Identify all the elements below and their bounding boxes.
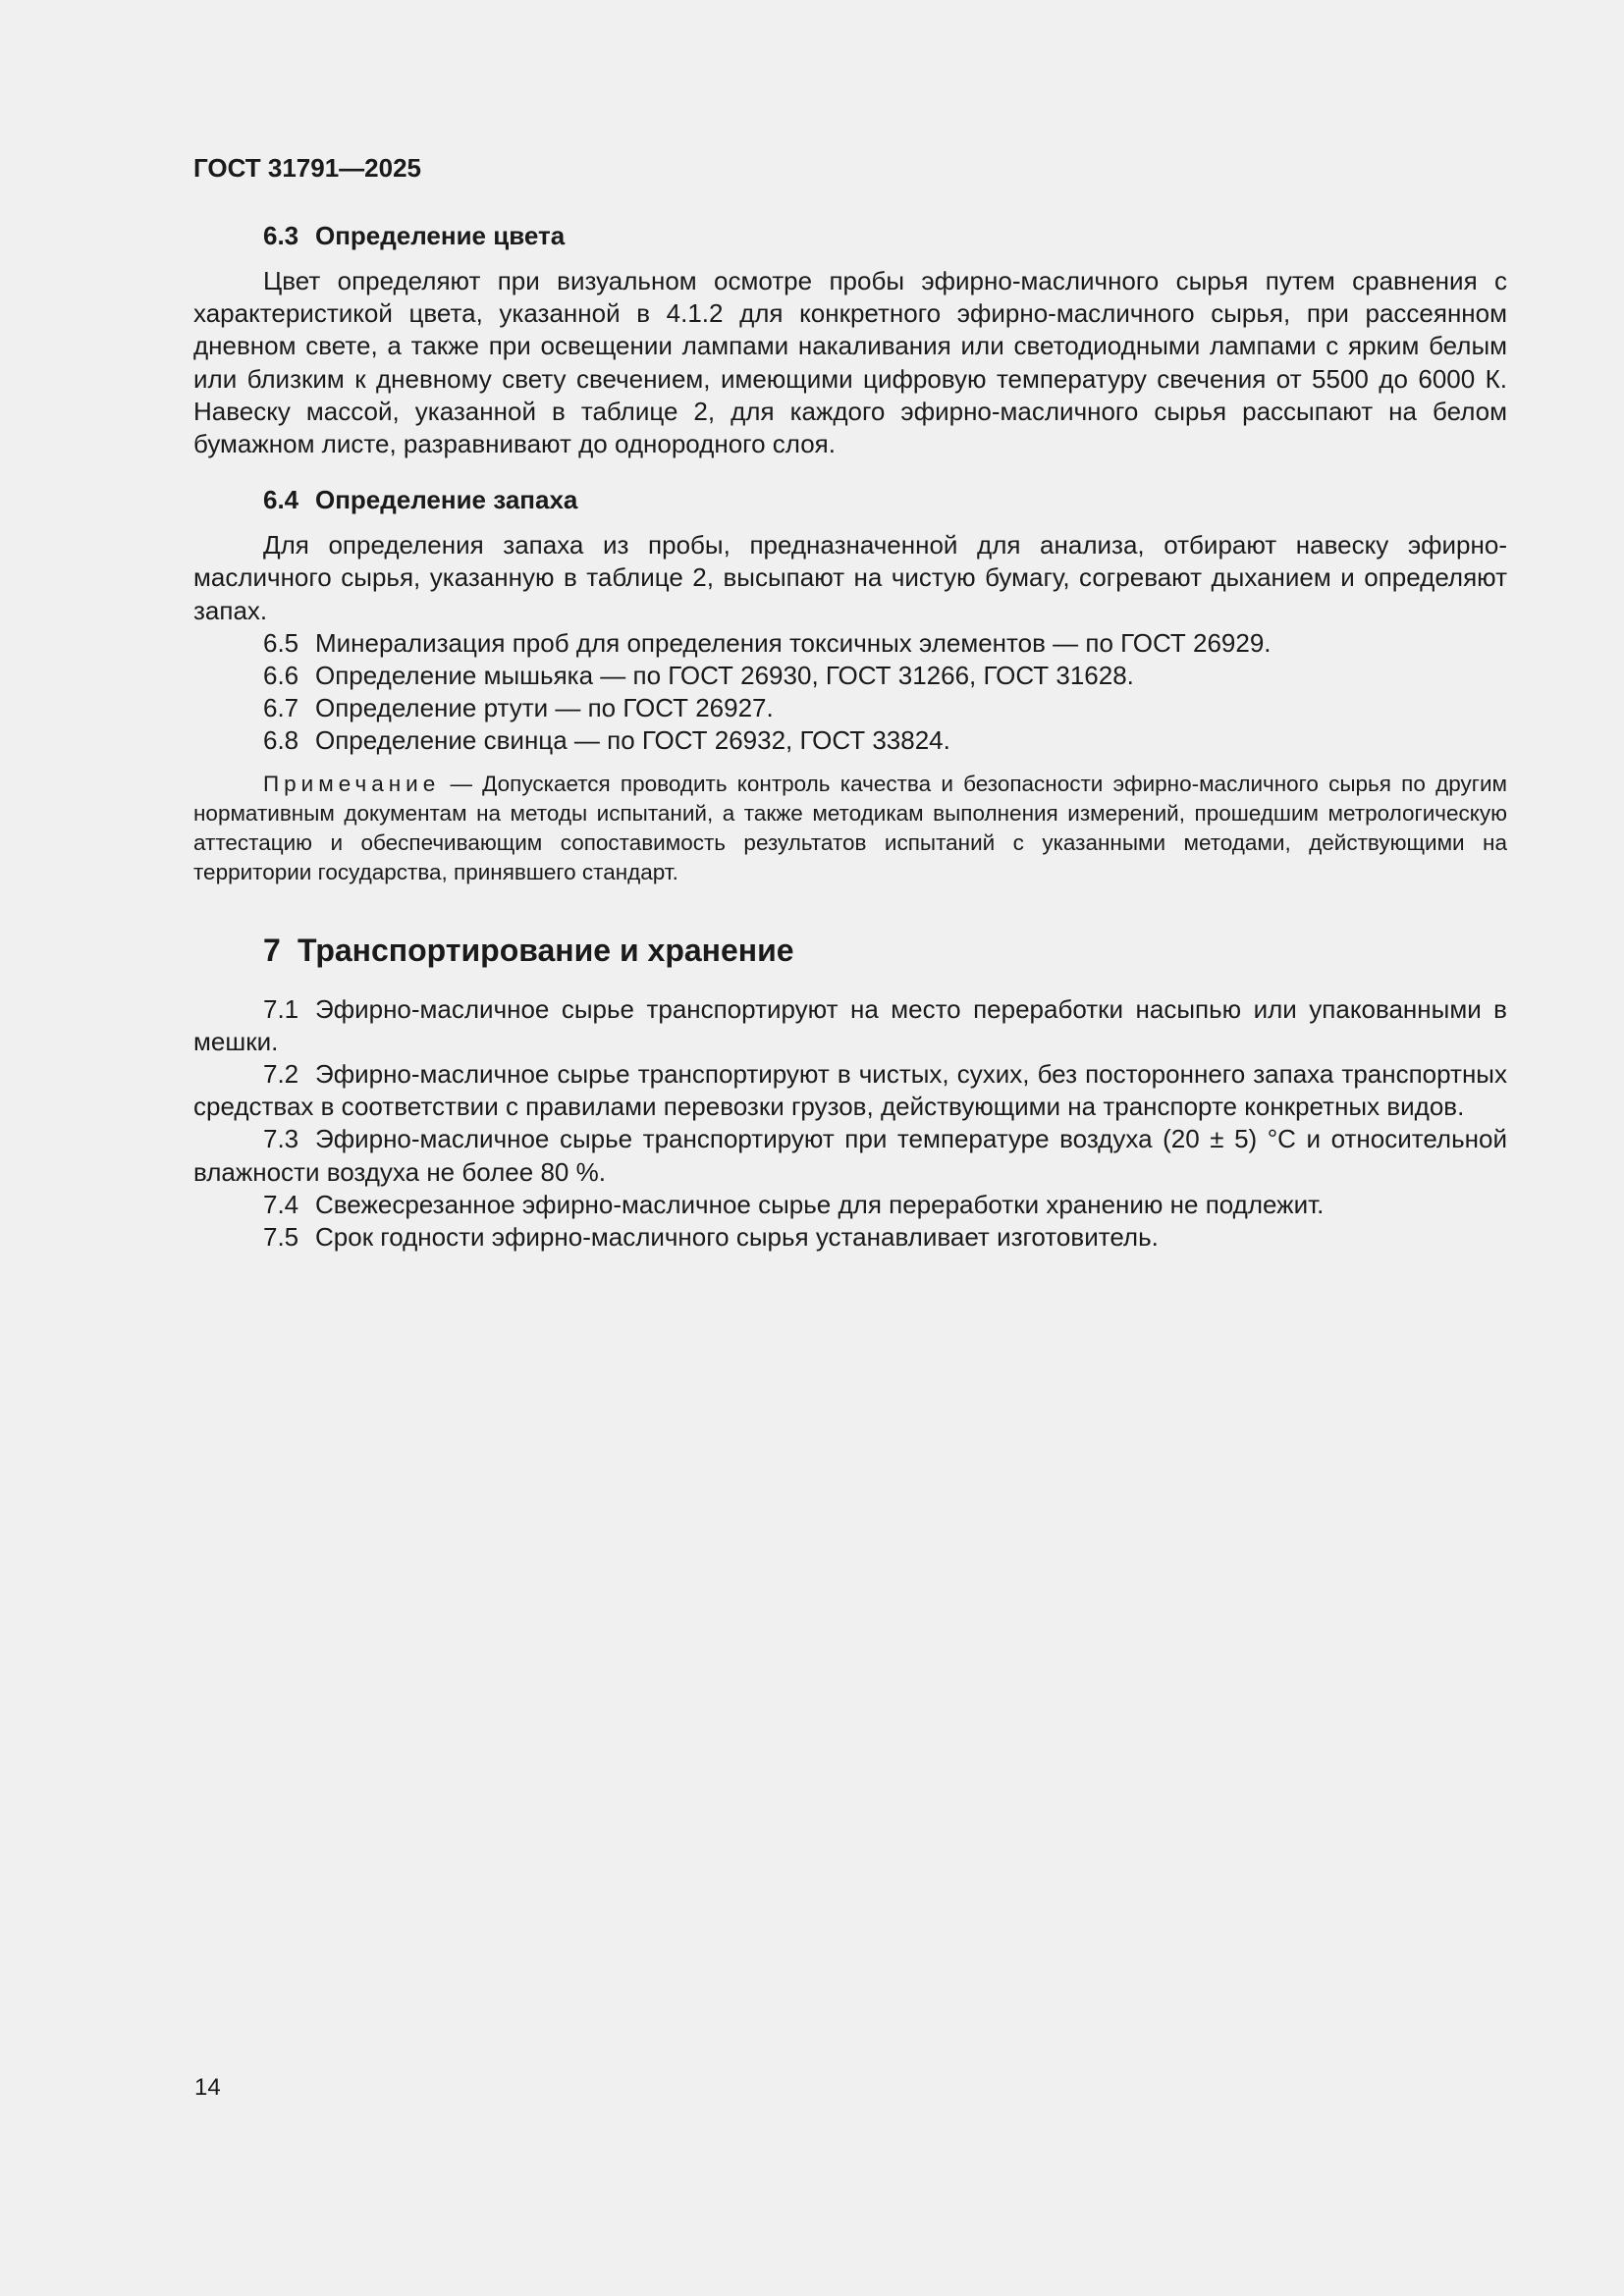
item-text: Эфирно-масличное сырье транспортируют на место переработки насыпью или упакованными в мешки. (193, 993, 1507, 1056)
subsection-number: 6.3 (263, 221, 299, 250)
item-text: Срок годности эфирно-масличного сырья устанавливает изготовитель. (315, 1222, 1159, 1253)
item-text: Свежесрезанное эфирно-масличное сырье для переработки хранению не подлежит. (315, 1189, 1325, 1219)
subsection-6-4-text: Для определения запаха из пробы, предназначенной для анализа, отбирают навеску эфирно-масличного сырья, указанную в таблице 2, высыпают на чистую бумагу, согревают дыханием и определяют запах. (193, 530, 1507, 625)
item-number: 7.5 (263, 1222, 299, 1253)
list-item (193, 627, 1507, 660)
item-text: Определение мышьяка — по ГОСТ 26930, ГОСТ 31266, ГОСТ 31628. (315, 661, 1134, 691)
section-title: Транспортирование и хранение (298, 932, 794, 968)
subsection-title: Определение запаха (315, 485, 578, 515)
subsection-title: Определение цвета (315, 221, 566, 250)
section-7-heading (193, 931, 1507, 970)
note-paragraph (193, 770, 1507, 887)
list-item (193, 1221, 1507, 1254)
item-text: Определение ртути — по ГОСТ 26927. (315, 693, 774, 723)
item-text: Минерализация проб для определения токсичных элементов — по ГОСТ 26929. (315, 627, 1272, 658)
note-text: — Допускается проводить контроль качества и безопасности эфирно-масличного сырья по другим нормативным документам на методы испытаний, а также методикам выполнения измерений, прошедшим метрологическую аттестацию и обеспечивающим сопоставимость результатов испытаний с указанными методами, действующими на территории государства, принявшего стандарт. (193, 771, 1507, 884)
list-item (193, 1058, 1507, 1123)
subsection-number: 6.4 (263, 485, 299, 515)
list-item (193, 724, 1507, 757)
document-code: ГОСТ 31791—2025 (193, 153, 421, 183)
item-number: 7.1 (263, 993, 299, 1024)
list-item (193, 993, 1507, 1058)
item-text: Эфирно-масличное сырье транспортируют при температуре воздуха (20 ± 5) °С и относительной влажности воздуха не более 80 %. (193, 1124, 1507, 1187)
item-text: Определение свинца — по ГОСТ 26932, ГОСТ 33824. (315, 725, 950, 756)
subsection-6-3-text: Цвет определяют при визуальном осмотре пробы эфирно-масличного сырья путем сравнения с характеристикой цвета, указанной в 4.1.2 для конкретного эфирно-масличного сырья, при рассеянном дневном свете, а также при освещении лампами накаливания или светодиодными лампами с ярким белым или близким к дневному свету свечением, имеющими цифровую температуру свечения от 5500 до 6000 К. Навеску массой, указанной в таблице 2, для каждого эфирно-масличного сырья рассыпают на белом бумажном листе, разравнивают до однородного слоя. (193, 266, 1507, 459)
item-number: 7.2 (263, 1059, 299, 1090)
page-number: 14 (194, 2074, 221, 2101)
list-item (193, 1123, 1507, 1188)
item-number: 6.8 (263, 725, 299, 756)
list-item (193, 660, 1507, 692)
item-text: Эфирно-масличное сырье транспортируют в чистых, сухих, без постороннего запаха транспортных средствах в соответствии с правилами перевозки грузов, действующими на транспорте конкретных видов. (193, 1059, 1507, 1122)
subsection-6-4-heading (193, 482, 1507, 517)
section-number: 7 (263, 932, 281, 968)
document-page (193, 147, 1507, 1254)
item-number: 6.6 (263, 661, 299, 691)
item-number: 7.3 (263, 1124, 299, 1154)
item-number: 6.7 (263, 693, 299, 723)
note-label: Примечание (263, 771, 441, 796)
item-number: 6.5 (263, 627, 299, 658)
item-number: 7.4 (263, 1189, 299, 1219)
subsection-6-3-heading (193, 218, 1507, 253)
list-item (193, 692, 1507, 724)
list-item (193, 1189, 1507, 1221)
